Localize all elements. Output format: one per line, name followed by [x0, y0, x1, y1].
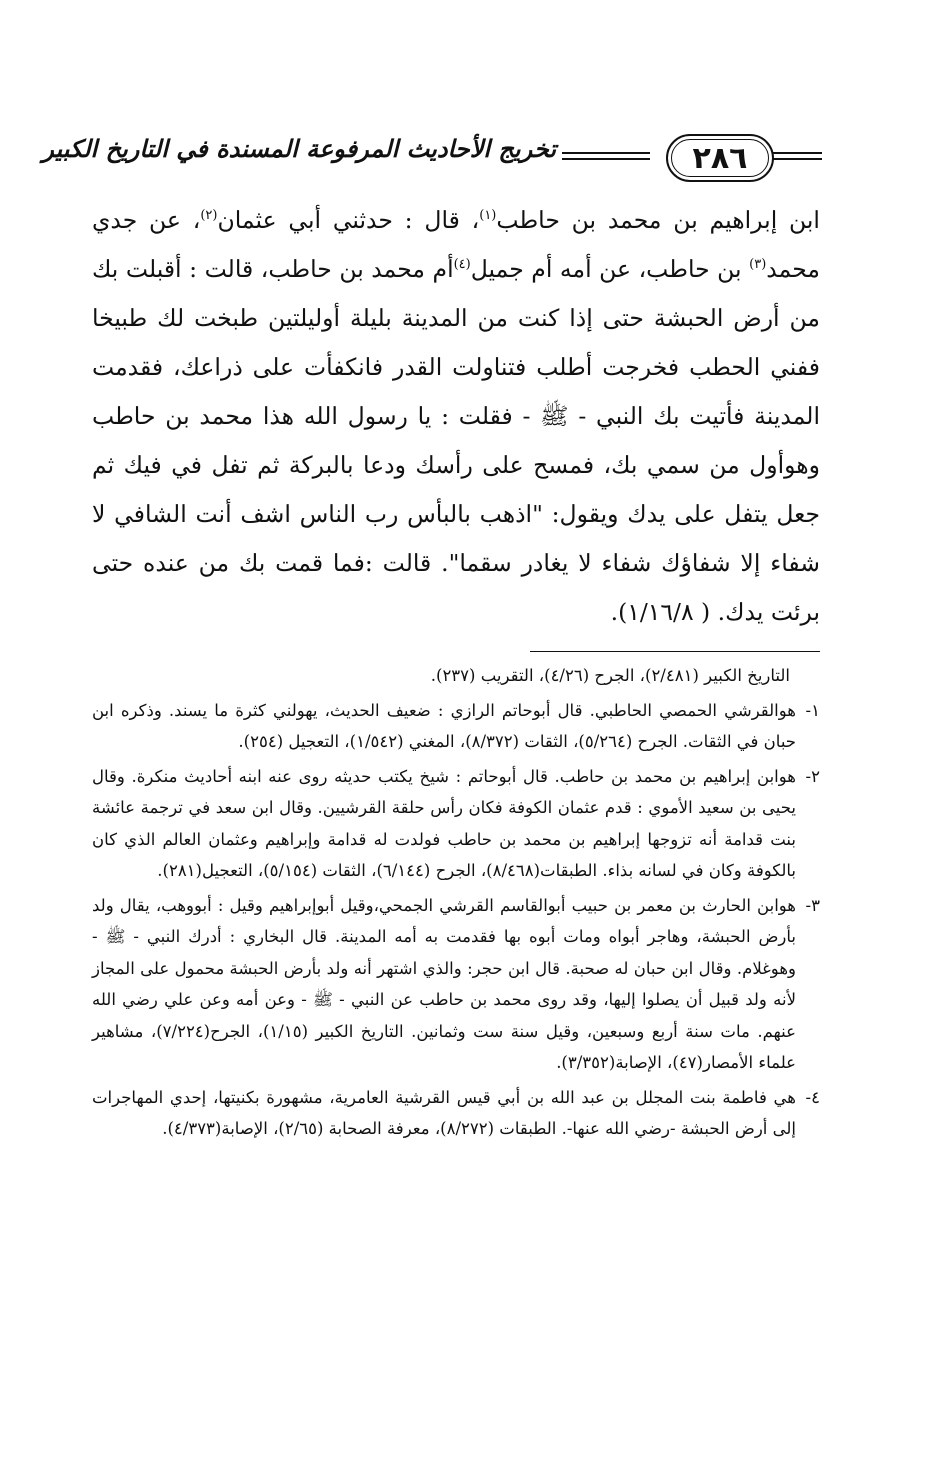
- header-rule-left: [562, 152, 650, 154]
- main-text-segment: أم محمد بن حاطب، قالت : أقبلت بك من أرض الحبشة حتى إذا كنت من المدينة بليلة أوليلتين طبخت لك طبيخا ففني الحطب فخرجت أطلب فتناولت القدر فانكفأت على ذراعك، فقدمت المدينة فأتيت بك النبي - ﷺ - فقلت : يا رسول الله هذا محمد بن حاطب وهوأول من سمي بك، فمسح على رأسك ودعا بالبركة ثم تفل في فيك ثم جعل يتفل على يدك ويقول: "اذهب بالبأس رب الناس اشف أنت الشافي لا شفاء إلا شفاؤك شفاء لا يغادر سقما". قالت :فما قمت بك من عنده حتى برئت يدك. ( ١/١٦/٨).: [92, 255, 820, 626]
- footnote-number: ٢-: [805, 766, 820, 786]
- running-title: تخريج الأحاديث المرفوعة المسندة في التاريخ الكبير: [42, 134, 556, 163]
- footnote-item: [92, 1082, 820, 1145]
- footnote-number: ٤-: [805, 1087, 820, 1107]
- footnote-item: [92, 890, 820, 1079]
- footnote-text: هي فاطمة بنت المجلل بن عبد الله بن أبي قيس القرشية العامرية، مشهورة بكنيتها، إحدي المهاجرات إلى أرض الحبشة -رضي الله عنها-. الطبقات (٨/٢٧٢)، معرفة الصحابة (٢/٦٥)، الإصابة(٤/٣٧٣).: [92, 1087, 796, 1138]
- page-number: ٢٨٦: [692, 140, 748, 176]
- main-text: [92, 196, 820, 637]
- main-text-segment: ، عن جدي محمد: [92, 206, 820, 283]
- footnote-text: هوالقرشي الحمصي الحاطبي. قال أبوحاتم الرازي : ضعيف الحديث، يهولني كثرة ما يسند. وذكره ابن حبان في الثقات. الجرح (٥/٢٦٤)، الثقات (٨/٣٧٢)، المغني (١/٥٤٢)، التعجيل (٢٥٤).: [92, 700, 796, 751]
- footnote-item: [92, 761, 820, 887]
- footnote-number: ١-: [805, 700, 820, 720]
- footnote-ref-3: (٣): [749, 257, 767, 273]
- footnote-number: ٣-: [805, 895, 820, 915]
- footnote-item: [92, 695, 820, 758]
- main-text-segment: بن حاطب، عن أمه أم جميل: [470, 255, 742, 283]
- page-number-badge: [666, 134, 774, 182]
- footnote-text: هوابن إبراهيم بن محمد بن حاطب. قال أبوحاتم : شيخ يكتب حديثه روى عنه ابنه أحاديث منكرة. وقال يحيى بن سعيد الأموي : قدم عثمان الكوفة فكان رأس حلقة القرشيين. وقال ابن سعد في ترجمة عائشة بنت قدامة أنه تزوجها إبراهيم بن محمد بن حاطب فولدت له قدامة وإبراهيم وعثمان العالم الذي كان بالكوفة وكان في لسانه بذاء. الطبقات(٨/٤٦٨)، الجرح (٦/١٤٤)، الثقات (٥/١٥٤)، التعجيل(٢٨١).: [92, 766, 796, 880]
- footnote-ref-1: (١): [479, 208, 497, 224]
- footnote-intro: التاريخ الكبير (٢/٤٨١)، الجرح (٤/٢٦)، التقريب (٢٣٧).: [430, 666, 790, 685]
- footnote-ref-2: (٢): [200, 208, 218, 224]
- footnote-text: هوابن الحارث بن معمر بن حبيب أبوالقاسم القرشي الجمحي،وقيل أبوإبراهيم وقيل : أبووهب، يقال ولد بأرض الحبشة، وهاجر أبواه ومات أبوه بها فقدمت به أمه المدينة. قال البخاري : أدرك النبي - ﷺ - وهوغلام. وقال ابن حبان له صحبة. قال ابن حجر: والذي اشتهر أنه ولد بأرض الحبشة محمول على المجاز لأنه ولد قبيل أن يصلوا إليها، وقد روى محمد بن حاطب عن النبي - ﷺ - وعن أمه وعن علي رضي الله عنهم. مات سنة أربع وسبعين، وقيل سنة ست وثمانين. التاريخ الكبير (١/١٥)، الجرح(٧/٢٢٤)، مشاهير علماء الأمصار(٤٧)، الإصابة(٣/٣٥٢).: [92, 895, 796, 1072]
- main-text-segment: ابن إبراهيم بن محمد بن حاطب: [496, 206, 820, 234]
- main-text-segment: ، قال : حدثني أبي عثمان: [217, 206, 480, 234]
- main-paragraph: [92, 196, 820, 637]
- page-header: [42, 128, 822, 184]
- footnote-ref-4: (٤): [453, 257, 471, 273]
- header-rule-left-lower: [562, 158, 650, 160]
- footnote-separator: [530, 651, 820, 652]
- footnotes: [92, 660, 820, 1148]
